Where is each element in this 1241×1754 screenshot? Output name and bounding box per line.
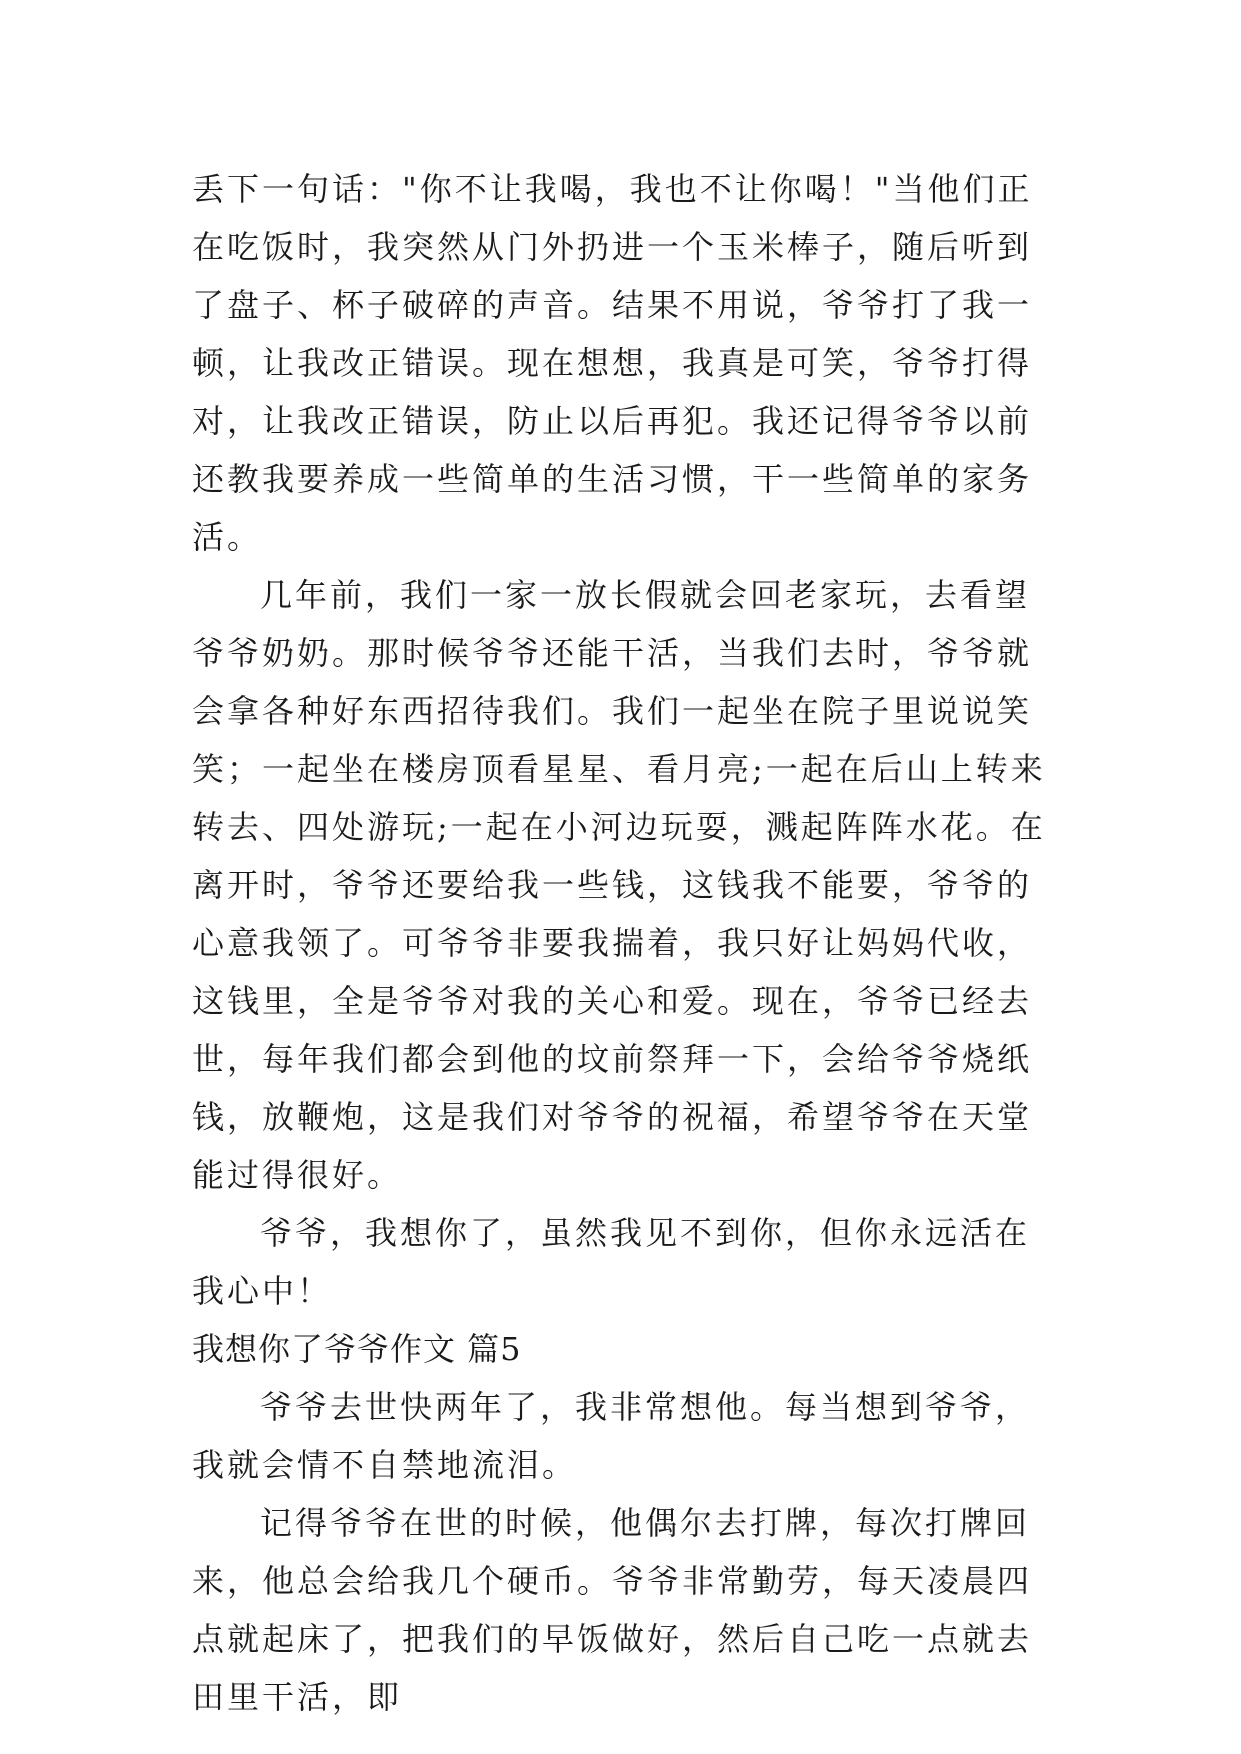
paragraph-4: 爷爷去世快两年了，我非常想他。每当想到爷爷，我就会情不自禁地流泪。 xyxy=(192,1388,1031,1484)
paragraph-3: 爷爷，我想你了，虽然我见不到你，但你永远活在我心中！ xyxy=(192,1214,1031,1310)
paragraph-1: 丢下一句话："你不让我喝，我也不让你喝！"当他们正在吃饭时，我突然从门外扔进一个玉米棒子，随后听到了盘子、杯子破碎的声音。结果不用说，爷爷打了我一顿，让我改正错误。现在想想，我真是可笑，爷爷打得对，让我改正错误，防止以后再犯。我还记得爷爷以前还教我要养成一些简单的生活习惯，干一些简单的家务活。 xyxy=(192,170,1033,556)
paragraph-5: 记得爷爷在世的时候，他偶尔去打牌，每次打牌回来，他总会给我几个硬币。爷爷非常勤劳，每天凌晨四点就起床了，把我们的早饭做好，然后自己吃一点就去田里干活，即 xyxy=(192,1504,1033,1716)
paragraph-2: 几年前，我们一家一放长假就会回老家玩，去看望爷爷奶奶。那时候爷爷还能干活，当我们去时，爷爷就会拿各种好东西招待我们。我们一起坐在院子里说说笑笑；一起坐在楼房顶看星星、看月亮;一起在后山上转来转去、四处游玩;一起在小河边玩耍，溅起阵阵水花。在离开时，爷爷还要给我一些钱，这钱我不能要，爷爷的心意我领了。可爷爷非要我揣着，我只好让妈妈代收，这钱里，全是爷爷对我的关心和爱。现在，爷爷已经去世，每年我们都会到他的坟前祭拜一下，会给爷爷烧纸钱，放鞭炮，这是我们对爷爷的祝福，希望爷爷在天堂能过得很好。 xyxy=(192,576,1046,1194)
document-body xyxy=(192,160,1062,1726)
section-heading: 我想你了爷爷作文 篇5 xyxy=(192,1330,522,1368)
